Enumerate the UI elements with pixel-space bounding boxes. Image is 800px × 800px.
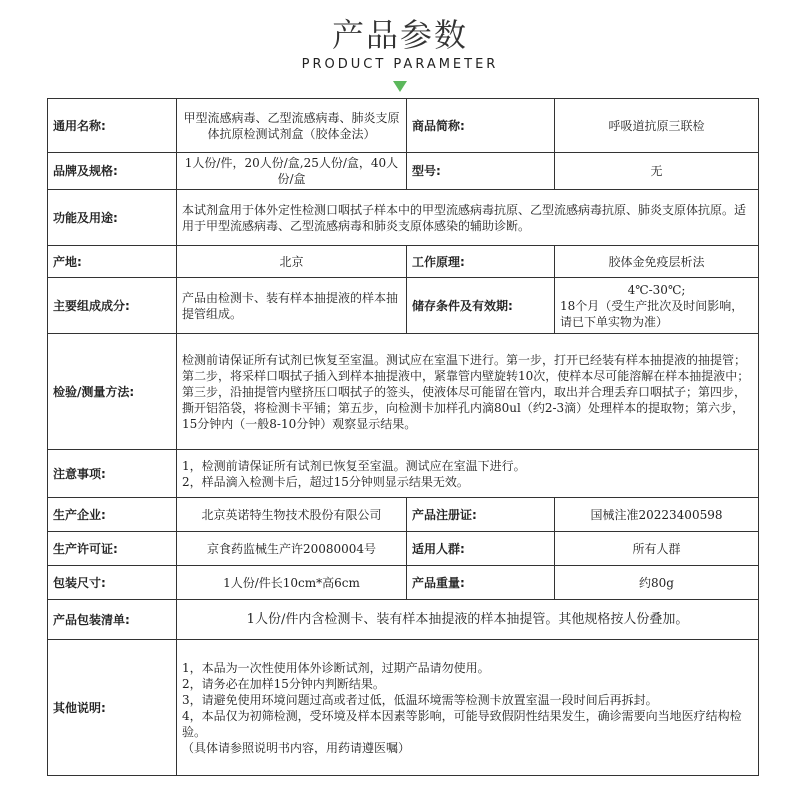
audience-label: 适用人群: (407, 532, 555, 566)
triangle-down-icon (393, 81, 407, 92)
table-row (48, 99, 759, 153)
cautions-value (177, 450, 759, 498)
storage-shelf-life: 18个月（受生产批次及时间影响，请已下单实物为准） (560, 298, 744, 329)
cautions-label: 注意事项: (48, 450, 177, 498)
note-item: （具体请参照说明书内容，用药请遵医嘱） (182, 740, 411, 755)
parameter-table (47, 98, 759, 776)
page-subtitle: PRODUCT PARAMETER (301, 57, 499, 72)
function-value: 本试剂盒用于体外定性检测口咽拭子样本中的甲型流感病毒抗原、乙型流感病毒抗原、肺炎支原体抗原。适用于甲型流感病毒、乙型流感病毒和肺炎支原体感染的辅助诊断。 (177, 190, 759, 246)
caution-item: 2，样品滴入检测卡后，超过15分钟则显示结果无效。 (182, 474, 469, 489)
other-value (177, 640, 759, 776)
storage-value (555, 278, 759, 334)
table-row (48, 600, 759, 640)
method-value: 检测前请保证所有试剂已恢复至室温。测试应在室温下进行。第一步，打开已经装有样本抽提液的抽提管；第二步，将采样口咽拭子插入到样本抽提液中，紧靠管内壁旋转10次，使样本尽可能溶解在样本抽提液中；第三步，沿抽提管内壁挤压口咽拭子的签头，使液体尽可能留在管内，取出并合理丢弃口咽拭子；第四步，撕开铝箔袋，将检测卡平铺；第五步，向检测卡加样孔内滴80ul（约2-3滴）处理样本的提取物；第六步，15分钟内（一般8-10分钟）观察显示结果。 (177, 334, 759, 450)
components-value: 产品由检测卡、装有样本抽提液的样本抽提管组成。 (177, 278, 407, 334)
note-item: 2，请务必在加样15分钟内判断结果。 (182, 676, 385, 691)
method-label: 检验/测量方法: (48, 334, 177, 450)
table-row (48, 532, 759, 566)
principle-value: 胶体金免疫层析法 (555, 246, 759, 278)
table-row (48, 190, 759, 246)
note-item: 4，本品仅为初筛检测，受环境及样本因素等影响，可能导致假阴性结果发生，确诊需要向当地医疗结构检验。 (182, 708, 742, 739)
audience-value: 所有人群 (555, 532, 759, 566)
registration-label: 产品注册证: (407, 498, 555, 532)
principle-label: 工作原理: (407, 246, 555, 278)
spec-label: 品牌及规格: (48, 153, 177, 190)
table-row (48, 278, 759, 334)
weight-value: 约80g (555, 566, 759, 600)
table-row (48, 334, 759, 450)
model-label: 型号: (407, 153, 555, 190)
spec-value: 1人份/件，20人份/盒,25人份/盒，40人份/盒 (177, 153, 407, 190)
package-size-value: 1人份/件长10cm*高6cm (177, 566, 407, 600)
caution-item: 1，检测前请保证所有试剂已恢复至室温。测试应在室温下进行。 (182, 458, 526, 473)
origin-value: 北京 (177, 246, 407, 278)
note-item: 1，本品为一次性使用体外诊断试剂，过期产品请勿使用。 (182, 660, 490, 675)
table-row (48, 566, 759, 600)
manufacturer-label: 生产企业: (48, 498, 177, 532)
table-row (48, 153, 759, 190)
table-row (48, 246, 759, 278)
generic-name-label: 通用名称: (48, 99, 177, 153)
license-label: 生产许可证: (48, 532, 177, 566)
package-size-label: 包装尺寸: (48, 566, 177, 600)
weight-label: 产品重量: (407, 566, 555, 600)
function-label: 功能及用途: (48, 190, 177, 246)
generic-name-value: 甲型流感病毒、乙型流感病毒、肺炎支原体抗原检测试剂盒（胶体金法） (177, 99, 407, 153)
model-value: 无 (555, 153, 759, 190)
origin-label: 产地: (48, 246, 177, 278)
registration-value: 国械注准20223400598 (555, 498, 759, 532)
short-name-label: 商品简称: (407, 99, 555, 153)
storage-temperature: 4℃-30℃; (627, 282, 686, 297)
table-row (48, 640, 759, 776)
other-label: 其他说明: (48, 640, 177, 776)
components-label: 主要组成成分: (48, 278, 177, 334)
license-value: 京食药监械生产许20080004号 (177, 532, 407, 566)
table-row (48, 498, 759, 532)
package-list-value: 1人份/件内含检测卡、装有样本抽提液的样本抽提管。其他规格按人份叠加。 (177, 600, 759, 640)
note-item: 3，请避免使用环境问题过高或者过低，低温环境需等检测卡放置室温一段时间后再拆封。 (182, 692, 658, 707)
short-name-value: 呼吸道抗原三联检 (555, 99, 759, 153)
package-list-label: 产品包装清单: (48, 600, 177, 640)
table-row (48, 450, 759, 498)
storage-label: 储存条件及有效期: (407, 278, 555, 334)
manufacturer-value: 北京英诺特生物技术股份有限公司 (177, 498, 407, 532)
page-title: 产品参数 (331, 16, 468, 54)
